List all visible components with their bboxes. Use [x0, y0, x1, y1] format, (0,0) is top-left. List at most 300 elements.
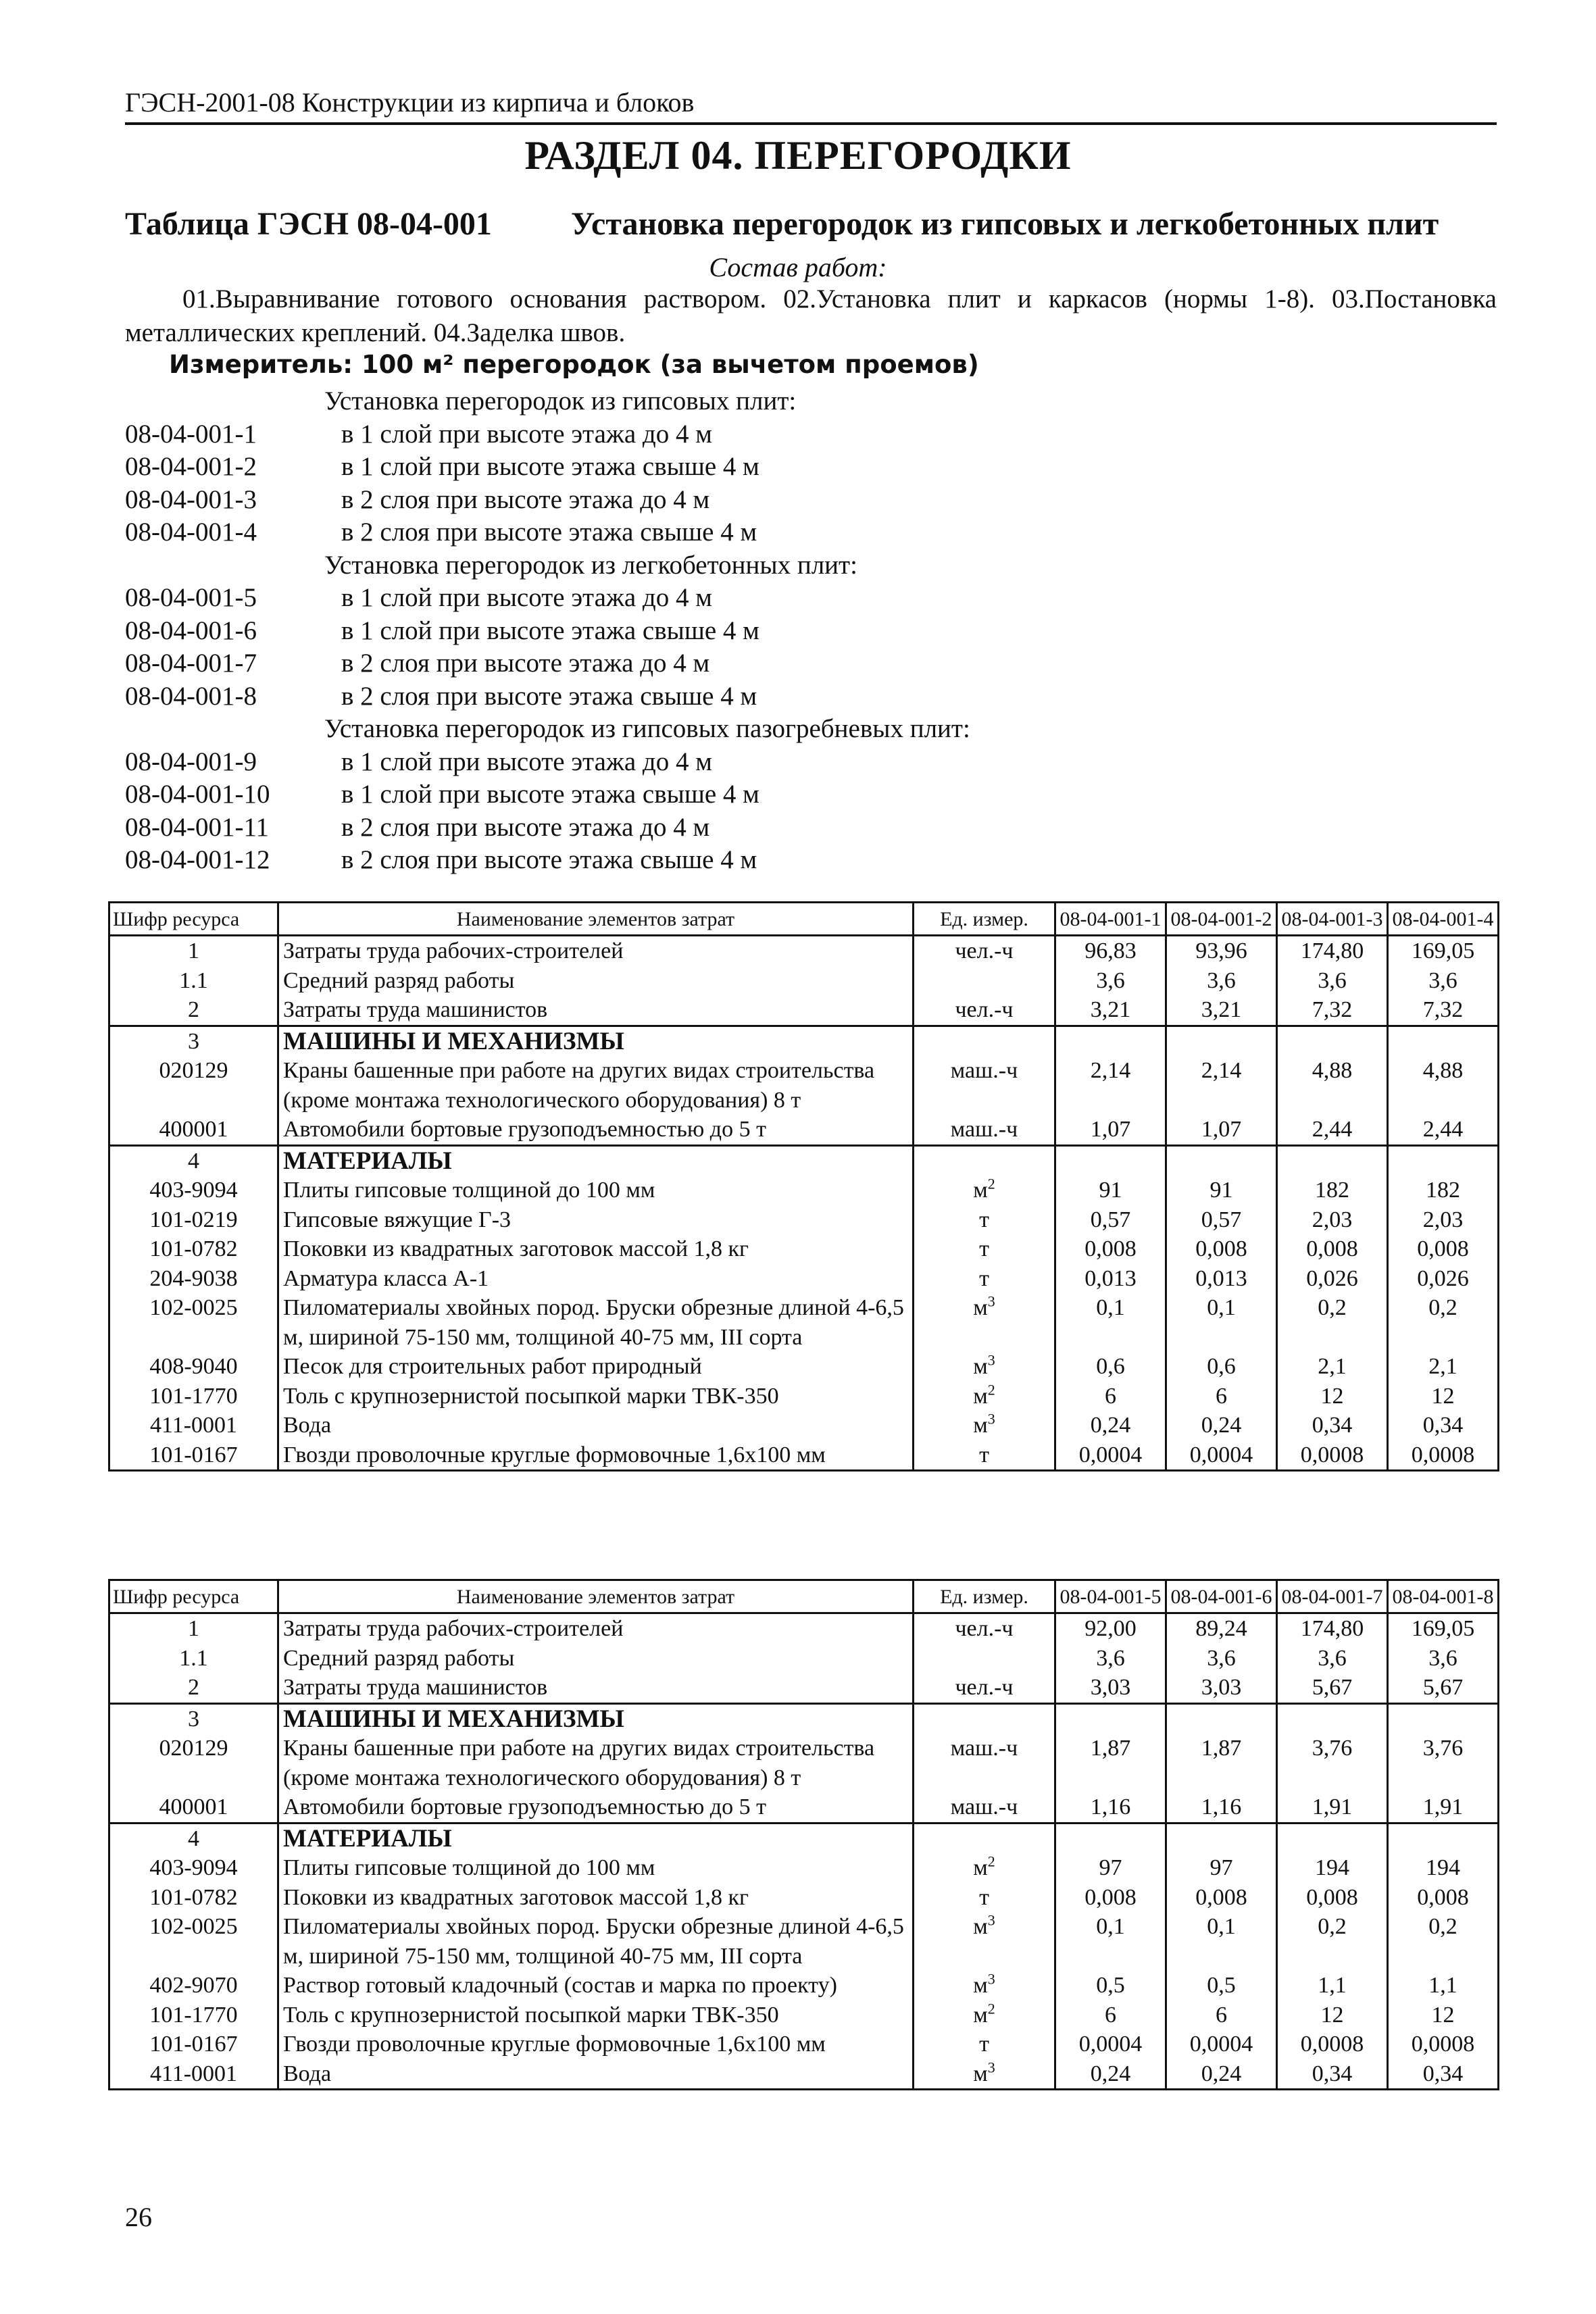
value-cell: 0,57 [1055, 1205, 1166, 1235]
value-cell: 5,67 [1388, 1673, 1499, 1703]
header-code: Шифр ресурса [109, 1580, 278, 1613]
value-cell: 97 [1055, 1853, 1166, 1883]
table-row [109, 1293, 1499, 1352]
table-row [109, 1912, 1499, 1971]
value-cell [1388, 1823, 1499, 1853]
value-cell: 2,14 [1055, 1056, 1166, 1115]
value-cell [1388, 1026, 1499, 1056]
value-cell: 0,2 [1388, 1293, 1499, 1352]
code-cell: 411-0001 [109, 1411, 278, 1440]
value-cell: 0,013 [1166, 1264, 1277, 1294]
value-cell: 6 [1166, 2001, 1277, 2030]
norm-item [125, 680, 1497, 713]
code-cell: 101-0167 [109, 2030, 278, 2059]
value-cell: 1,1 [1277, 1971, 1388, 2001]
unit-cell: т [914, 1234, 1055, 1264]
table-row [109, 1115, 1499, 1145]
norm-description: в 2 слоя при высоте этажа свыше 4 м [341, 845, 757, 874]
unit-cell [914, 1026, 1055, 1056]
name-cell: Затраты труда машинистов [278, 995, 914, 1026]
value-cell: 0,0008 [1277, 1440, 1388, 1471]
unit-cell: маш.-ч [914, 1115, 1055, 1145]
table-row [109, 1883, 1499, 1913]
cost-table-1 [108, 901, 1499, 1472]
value-cell: 3,76 [1388, 1734, 1499, 1792]
value-cell: 0,34 [1388, 1411, 1499, 1440]
norm-group-heading [125, 713, 1497, 746]
section-name-cell: МАТЕРИАЛЫ [278, 1823, 914, 1853]
norm-description: в 1 слой при высоте этажа свыше 4 м [341, 452, 759, 481]
value-cell: 0,34 [1277, 1411, 1388, 1440]
value-cell: 194 [1277, 1853, 1388, 1883]
unit-cell: чел.-ч [914, 1613, 1055, 1644]
value-cell: 91 [1166, 1176, 1277, 1205]
table-row [109, 1026, 1499, 1056]
value-cell: 182 [1388, 1176, 1499, 1205]
unit-cell: $м^2$ [914, 2001, 1055, 2030]
value-cell: 0,2 [1388, 1912, 1499, 1971]
meter-label: Измеритель: [169, 350, 353, 379]
code-cell: 101-0167 [109, 1440, 278, 1471]
section-name-cell: МАШИНЫ И МЕХАНИЗМЫ [278, 1026, 914, 1056]
name-cell: Пиломатериалы хвойных пород. Бруски обрезные длиной 4-6,5 м, шириной 75-150 мм, толщиной 40-75 мм, III сорта [278, 1293, 914, 1352]
norm-item [125, 811, 1497, 845]
header-norm: 08-04-001-5 [1055, 1580, 1166, 1613]
unit-cell: чел.-ч [914, 936, 1055, 966]
value-cell: 2,14 [1166, 1056, 1277, 1115]
header-norm: 08-04-001-8 [1388, 1580, 1499, 1613]
value-cell: 0,24 [1166, 1411, 1277, 1440]
norm-description: в 1 слой при высоте этажа до 4 м [341, 583, 712, 612]
value-cell: 1,07 [1166, 1115, 1277, 1145]
value-cell: 6 [1055, 2001, 1166, 2030]
norm-description: в 2 слоя при высоте этажа до 4 м [341, 484, 710, 514]
value-cell: 92,00 [1055, 1613, 1166, 1644]
value-cell: 1,91 [1277, 1792, 1388, 1823]
value-cell: 0,0004 [1055, 2030, 1166, 2059]
value-cell: 0,57 [1166, 1205, 1277, 1235]
table-header-row [109, 903, 1499, 936]
table-id: Таблица ГЭСН 08-04-001 [125, 206, 492, 242]
norm-description: в 1 слой при высоте этажа до 4 м [341, 747, 712, 776]
norm-code: 08-04-001-6 [125, 615, 257, 645]
value-cell: 0,008 [1166, 1883, 1277, 1913]
code-cell: 411-0001 [109, 2059, 278, 2090]
table-row [109, 2001, 1499, 2030]
norm-group-heading [125, 549, 1497, 582]
composition-text: 01.Выравнивание готового основания раствором. 02.Установка плит и каркасов (нормы 1-8). 03.Постановка металлических креплений. 04.Заделка швов. [125, 284, 1497, 347]
value-cell: 1,1 [1388, 1971, 1499, 2001]
value-cell: 182 [1277, 1176, 1388, 1205]
table-row [109, 1205, 1499, 1235]
value-cell: 0,34 [1388, 2059, 1499, 2090]
name-cell: Автомобили бортовые грузоподъемностью до 5 т [278, 1115, 914, 1145]
value-cell: 3,6 [1388, 966, 1499, 996]
unit-cell: т [914, 2030, 1055, 2059]
norm-item [125, 844, 1497, 877]
value-cell: 0,026 [1388, 1264, 1499, 1294]
header-norm: 08-04-001-4 [1388, 903, 1499, 936]
name-cell: Краны башенные при работе на других видах строительства (кроме монтажа технологического оборудования) 8 т [278, 1056, 914, 1115]
name-cell: Поковки из квадратных заготовок массой 1,8 кг [278, 1234, 914, 1264]
header-norm: 08-04-001-3 [1277, 903, 1388, 936]
table-caption: Установка перегородок из гипсовых и легкобетонных плит [571, 206, 1439, 242]
unit-cell: маш.-ч [914, 1792, 1055, 1823]
value-cell: 4,88 [1277, 1056, 1388, 1115]
value-cell: 0,008 [1055, 1883, 1166, 1913]
table-row [109, 1145, 1499, 1176]
table-row [109, 1734, 1499, 1792]
name-cell: Краны башенные при работе на других видах строительства (кроме монтажа технологического оборудования) 8 т [278, 1734, 914, 1792]
value-cell: 0,1 [1166, 1293, 1277, 1352]
code-cell: 2 [109, 995, 278, 1026]
value-cell [1388, 1145, 1499, 1176]
code-cell: 102-0025 [109, 1912, 278, 1971]
norm-code: 08-04-001-10 [125, 780, 270, 809]
value-cell: 0,34 [1277, 2059, 1388, 2090]
value-cell: 174,80 [1277, 936, 1388, 966]
composition-label: Состав работ: [709, 252, 887, 282]
section-title: РАЗДЕЛ 04. ПЕРЕГОРОДКИ [524, 133, 1072, 178]
norm-code: 08-04-001-1 [125, 419, 257, 449]
norm-description: в 1 слой при высоте этажа свыше 4 м [341, 780, 759, 809]
table-row [109, 1644, 1499, 1674]
value-cell: 169,05 [1388, 1613, 1499, 1644]
unit-cell [914, 1644, 1055, 1674]
running-head: ГЭСН-2001-08 Конструкции из кирпича и блоков [125, 86, 1497, 125]
value-cell: 1,16 [1166, 1792, 1277, 1823]
value-cell [1166, 1703, 1277, 1734]
code-cell: 403-9094 [109, 1853, 278, 1883]
value-cell: 1,87 [1055, 1734, 1166, 1792]
code-cell: 400001 [109, 1792, 278, 1823]
table-row [109, 995, 1499, 1026]
unit-cell: маш.-ч [914, 1056, 1055, 1115]
unit-cell: маш.-ч [914, 1734, 1055, 1792]
value-cell: 3,6 [1055, 1644, 1166, 1674]
table-row [109, 1613, 1499, 1644]
norm-description: в 1 слой при высоте этажа свыше 4 м [341, 615, 759, 645]
value-cell: 2,1 [1277, 1352, 1388, 1382]
name-cell: Арматура класса А-1 [278, 1264, 914, 1294]
value-cell: 0,0008 [1388, 2030, 1499, 2059]
value-cell: 0,0004 [1055, 1440, 1166, 1471]
table-header-row [109, 1580, 1499, 1613]
name-cell: Затраты труда рабочих-строителей [278, 936, 914, 966]
unit-cell [914, 1823, 1055, 1853]
code-cell: 102-0025 [109, 1293, 278, 1352]
norm-code: 08-04-001-2 [125, 452, 257, 481]
norm-description: в 1 слой при высоте этажа до 4 м [341, 419, 712, 449]
table-row [109, 1673, 1499, 1703]
value-cell: 6 [1055, 1382, 1166, 1411]
value-cell: 0,008 [1388, 1234, 1499, 1264]
unit-cell: $м^3$ [914, 1411, 1055, 1440]
value-cell: 2,03 [1388, 1205, 1499, 1235]
page-number: 26 [125, 2202, 152, 2232]
name-cell: Пиломатериалы хвойных пород. Бруски обрезные длиной 4-6,5 м, шириной 75-150 мм, толщиной 40-75 мм, III сорта [278, 1912, 914, 1971]
value-cell: 0,0008 [1277, 2030, 1388, 2059]
name-cell: Поковки из квадратных заготовок массой 1,8 кг [278, 1883, 914, 1913]
code-cell: 4 [109, 1823, 278, 1853]
header-norm: 08-04-001-6 [1166, 1580, 1277, 1613]
table-row [109, 1853, 1499, 1883]
unit-cell: т [914, 1205, 1055, 1235]
table-row [109, 1234, 1499, 1264]
value-cell: 3,03 [1166, 1673, 1277, 1703]
value-cell: 0,24 [1055, 2059, 1166, 2090]
value-cell [1166, 1026, 1277, 1056]
unit-cell: т [914, 1883, 1055, 1913]
code-cell: 020129 [109, 1056, 278, 1115]
value-cell: 3,6 [1166, 1644, 1277, 1674]
unit-cell: чел.-ч [914, 995, 1055, 1026]
value-cell [1277, 1026, 1388, 1056]
unit-cell: $м^2$ [914, 1382, 1055, 1411]
value-cell: 0,24 [1055, 1411, 1166, 1440]
value-cell: 0,1 [1166, 1912, 1277, 1971]
table-row [109, 1971, 1499, 2001]
value-cell: 0,0004 [1166, 1440, 1277, 1471]
value-cell: 1,91 [1388, 1792, 1499, 1823]
value-cell: 3,21 [1055, 995, 1166, 1026]
value-cell: 3,6 [1166, 966, 1277, 996]
norm-description: Установка перегородок из гипсовых плит: [324, 386, 797, 416]
norm-item [125, 484, 1497, 517]
norm-group-heading [125, 385, 1497, 418]
table-row [109, 2059, 1499, 2090]
header-norm: 08-04-001-2 [1166, 903, 1277, 936]
name-cell: Гвозди проволочные круглые формовочные 1,6х100 мм [278, 2030, 914, 2059]
norm-description: в 2 слоя при высоте этажа свыше 4 м [341, 518, 757, 547]
value-cell: 0,008 [1166, 1234, 1277, 1264]
name-cell: Гипсовые вяжущие Г-3 [278, 1205, 914, 1235]
value-cell: 12 [1388, 1382, 1499, 1411]
name-cell: Средний разряд работы [278, 966, 914, 996]
unit-cell [914, 1703, 1055, 1734]
unit-cell: $м^3$ [914, 1293, 1055, 1352]
unit-cell: $м^3$ [914, 1912, 1055, 1971]
code-cell: 1.1 [109, 966, 278, 996]
value-cell [1166, 1823, 1277, 1853]
value-cell: 3,6 [1388, 1644, 1499, 1674]
header-unit: Ед. измер. [914, 903, 1055, 936]
value-cell: 0,008 [1277, 1883, 1388, 1913]
value-cell: 0,2 [1277, 1293, 1388, 1352]
value-cell [1277, 1703, 1388, 1734]
value-cell: 0,026 [1277, 1264, 1388, 1294]
code-cell: 403-9094 [109, 1176, 278, 1205]
norm-description: в 2 слоя при высоте этажа до 4 м [341, 812, 710, 842]
norm-description: Установка перегородок из легкобетонных плит: [324, 550, 857, 580]
value-cell: 0,0004 [1166, 2030, 1277, 2059]
name-cell: Плиты гипсовые толщиной до 100 мм [278, 1176, 914, 1205]
value-cell [1277, 1145, 1388, 1176]
norm-code: 08-04-001-3 [125, 484, 257, 514]
value-cell: 0,2 [1277, 1912, 1388, 1971]
value-cell: 2,44 [1277, 1115, 1388, 1145]
value-cell: 194 [1388, 1853, 1499, 1883]
norm-code: 08-04-001-9 [125, 747, 257, 776]
name-cell: Гвозди проволочные круглые формовочные 1,6х100 мм [278, 1440, 914, 1471]
value-cell: 3,6 [1277, 966, 1388, 996]
value-cell: 12 [1277, 2001, 1388, 2030]
header-norm: 08-04-001-1 [1055, 903, 1166, 936]
code-cell: 402-9070 [109, 1971, 278, 2001]
unit-cell: $м^2$ [914, 1176, 1055, 1205]
value-cell: 6 [1166, 1382, 1277, 1411]
unit-cell: чел.-ч [914, 1673, 1055, 1703]
unit-cell [914, 966, 1055, 996]
name-cell: Затраты труда машинистов [278, 1673, 914, 1703]
value-cell: 0,013 [1055, 1264, 1166, 1294]
value-cell: 5,67 [1277, 1673, 1388, 1703]
value-cell: 0,008 [1388, 1883, 1499, 1913]
value-cell [1277, 1823, 1388, 1853]
value-cell: 0,008 [1277, 1234, 1388, 1264]
value-cell: 0,5 [1166, 1971, 1277, 2001]
table-row [109, 1176, 1499, 1205]
value-cell [1388, 1703, 1499, 1734]
header-name: Наименование элементов затрат [278, 1580, 914, 1613]
value-cell: 93,96 [1166, 936, 1277, 966]
table-row [109, 2030, 1499, 2059]
norm-item [125, 615, 1497, 648]
norm-item [125, 746, 1497, 779]
name-cell: Затраты труда рабочих-строителей [278, 1613, 914, 1644]
name-cell: Автомобили бортовые грузоподъемностью до 5 т [278, 1792, 914, 1823]
meter [169, 350, 979, 379]
name-cell: Средний разряд работы [278, 1644, 914, 1674]
section-name-cell: МАШИНЫ И МЕХАНИЗМЫ [278, 1703, 914, 1734]
code-cell: 101-1770 [109, 1382, 278, 1411]
code-cell: 3 [109, 1026, 278, 1056]
norm-description: в 2 слоя при высоте этажа до 4 м [341, 649, 710, 678]
unit-cell: $м^2$ [914, 1853, 1055, 1883]
code-cell: 2 [109, 1673, 278, 1703]
norm-item [125, 778, 1497, 811]
code-cell: 408-9040 [109, 1352, 278, 1382]
norm-list [125, 385, 1497, 877]
table-row [109, 1440, 1499, 1471]
value-cell [1055, 1703, 1166, 1734]
norm-item [125, 647, 1497, 680]
section-name-cell: МАТЕРИАЛЫ [278, 1145, 914, 1176]
value-cell: 0,5 [1055, 1971, 1166, 2001]
value-cell: 0,0008 [1388, 1440, 1499, 1471]
code-cell: 1 [109, 1613, 278, 1644]
table-row [109, 1823, 1499, 1853]
norm-item [125, 516, 1497, 549]
code-cell: 400001 [109, 1115, 278, 1145]
norm-item [125, 418, 1497, 451]
value-cell: 169,05 [1388, 936, 1499, 966]
value-cell: 97 [1166, 1853, 1277, 1883]
unit-cell: $м^3$ [914, 2059, 1055, 2090]
value-cell: 3,6 [1055, 966, 1166, 996]
value-cell: 12 [1277, 1382, 1388, 1411]
unit-cell: $м^3$ [914, 1352, 1055, 1382]
value-cell [1055, 1145, 1166, 1176]
table-row [109, 1056, 1499, 1115]
table-row [109, 1264, 1499, 1294]
norm-item [125, 451, 1497, 484]
value-cell [1055, 1026, 1166, 1056]
table-row [109, 936, 1499, 966]
norm-code: 08-04-001-11 [125, 812, 270, 842]
norm-code: 08-04-001-8 [125, 681, 257, 711]
table-row [109, 1352, 1499, 1382]
unit-cell: т [914, 1264, 1055, 1294]
value-cell [1166, 1145, 1277, 1176]
norm-code: 08-04-001-7 [125, 649, 257, 678]
unit-cell [914, 1145, 1055, 1176]
table-heading [125, 205, 1497, 243]
unit-cell: $м^3$ [914, 1971, 1055, 2001]
header-name: Наименование элементов затрат [278, 903, 914, 936]
code-cell: 101-0782 [109, 1883, 278, 1913]
name-cell: Вода [278, 2059, 914, 2090]
value-cell: 3,6 [1277, 1644, 1388, 1674]
value-cell: 3,76 [1277, 1734, 1388, 1792]
code-cell: 101-1770 [109, 2001, 278, 2030]
value-cell: 174,80 [1277, 1613, 1388, 1644]
name-cell: Плиты гипсовые толщиной до 100 мм [278, 1853, 914, 1883]
value-cell: 89,24 [1166, 1613, 1277, 1644]
norm-code: 08-04-001-12 [125, 845, 270, 874]
value-cell: 1,16 [1055, 1792, 1166, 1823]
value-cell: 3,03 [1055, 1673, 1166, 1703]
norm-code: 08-04-001-4 [125, 518, 257, 547]
value-cell: 1,87 [1166, 1734, 1277, 1792]
value-cell: 7,32 [1388, 995, 1499, 1026]
value-cell: 12 [1388, 2001, 1499, 2030]
code-cell: 020129 [109, 1734, 278, 1792]
value-cell: 96,83 [1055, 936, 1166, 966]
value-cell: 0,1 [1055, 1293, 1166, 1352]
value-cell: 91 [1055, 1176, 1166, 1205]
unit-cell: т [914, 1440, 1055, 1471]
code-cell: 4 [109, 1145, 278, 1176]
table-row [109, 1411, 1499, 1440]
norm-code: 08-04-001-5 [125, 583, 257, 612]
code-cell: 101-0219 [109, 1205, 278, 1235]
value-cell: 7,32 [1277, 995, 1388, 1026]
name-cell: Раствор готовый кладочный (состав и марка по проекту) [278, 1971, 914, 2001]
table-row [109, 1792, 1499, 1823]
value-cell: 4,88 [1388, 1056, 1499, 1115]
norm-description: Установка перегородок из гипсовых пазогребневых плит: [324, 714, 970, 743]
header-unit: Ед. измер. [914, 1580, 1055, 1613]
value-cell: 0,6 [1166, 1352, 1277, 1382]
value-cell: 2,44 [1388, 1115, 1499, 1145]
value-cell [1055, 1823, 1166, 1853]
table-row [109, 1382, 1499, 1411]
code-cell: 204-9038 [109, 1264, 278, 1294]
name-cell: Толь с крупнозернистой посыпкой марки ТВК-350 [278, 2001, 914, 2030]
value-cell: 0,1 [1055, 1912, 1166, 1971]
meter-value: 100 м² перегородок (за вычетом проемов) [361, 350, 979, 379]
value-cell: 3,21 [1166, 995, 1277, 1026]
cost-table-2 [108, 1579, 1499, 2090]
value-cell: 0,008 [1055, 1234, 1166, 1264]
value-cell: 1,07 [1055, 1115, 1166, 1145]
value-cell: 2,03 [1277, 1205, 1388, 1235]
name-cell: Толь с крупнозернистой посыпкой марки ТВК-350 [278, 1382, 914, 1411]
code-cell: 1.1 [109, 1644, 278, 1674]
table-row [109, 966, 1499, 996]
header-norm: 08-04-001-7 [1277, 1580, 1388, 1613]
